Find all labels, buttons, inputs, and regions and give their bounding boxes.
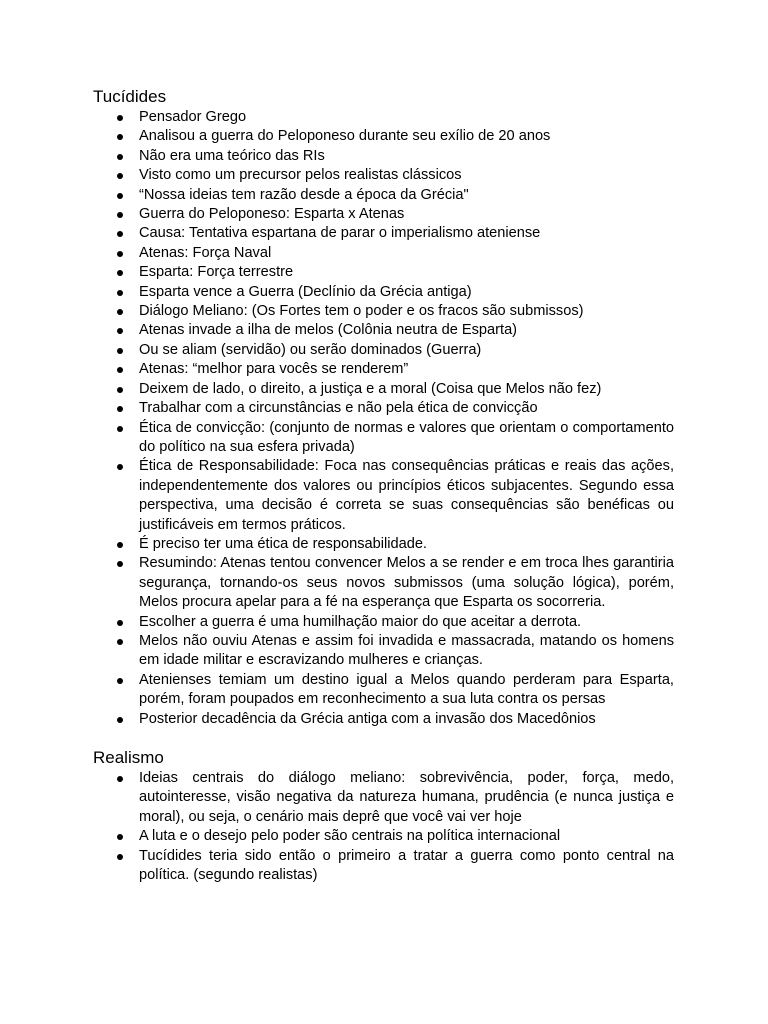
- bullet-dot-icon: [117, 717, 123, 723]
- list-item-text: Trabalhar com a circunstâncias e não pela ética de convicção: [139, 400, 538, 417]
- list-item: [93, 108, 674, 127]
- section-heading: Realismo: [93, 748, 164, 767]
- list-item: [93, 554, 674, 612]
- list-item-text: Diálogo Meliano: (Os Fortes tem o poder e os fracos são submissos): [139, 303, 584, 320]
- list-item: [93, 457, 674, 535]
- list-item: [93, 263, 674, 282]
- list-item-text: Deixem de lado, o direito, a justiça e a moral (Coisa que Melos não fez): [139, 380, 602, 397]
- list-item-text: A luta e o desejo pelo poder são centrais na política internacional: [139, 828, 561, 845]
- list-item-text: Não era uma teórico das RIs: [139, 147, 325, 164]
- list-item-text: Ética de Responsabilidade: Foca nas consequências práticas e reais das ações, independentemente dos valores ou princípios éticos subjacentes. Segundo essa perspectiva, uma decisão é correta se suas consequências são benéficas ou justificáveis em termos práticos.: [139, 458, 674, 533]
- bullet-dot-icon: [117, 348, 123, 354]
- bullet-list: [93, 108, 674, 729]
- list-item-text: Tucídides teria sido então o primeiro a tratar a guerra como ponto central na política. (segundo realistas): [139, 847, 674, 884]
- list-item-text: Analisou a guerra do Peloponeso durante seu exílio de 20 anos: [139, 128, 551, 145]
- bullet-dot-icon: [117, 212, 123, 218]
- bullet-dot-icon: [117, 426, 123, 432]
- list-item: [93, 321, 674, 340]
- bullet-dot-icon: [117, 834, 123, 840]
- bullet-dot-icon: [117, 173, 123, 179]
- list-item: [93, 710, 674, 729]
- bullet-dot-icon: [117, 251, 123, 257]
- bullet-dot-icon: [117, 328, 123, 334]
- list-item-text: Visto como um precursor pelos realistas clássicos: [139, 167, 462, 184]
- section-heading: Tucídides: [93, 87, 167, 106]
- list-item: [93, 847, 674, 886]
- list-item-text: Esparta: Força terrestre: [139, 264, 294, 281]
- bullet-dot-icon: [117, 154, 123, 160]
- list-item-text: Melos não ouviu Atenas e assim foi invadida e massacrada, matando os homens em idade militar e escravizando mulheres e crianças.: [139, 632, 674, 669]
- list-item-text: Escolher a guerra é uma humilhação maior do que aceitar a derrota.: [139, 613, 582, 630]
- list-item-text: Atenas: Força Naval: [139, 244, 272, 261]
- list-item: [93, 399, 674, 418]
- bullet-dot-icon: [117, 134, 123, 140]
- list-item-text: Atenienses temiam um destino igual a Melos quando perderam para Esparta, porém, foram poupados em reconhecimento a sua luta contra os persas: [139, 671, 674, 708]
- list-item: [93, 166, 674, 185]
- bullet-dot-icon: [117, 193, 123, 199]
- list-item-text: Esparta vence a Guerra (Declínio da Grécia antiga): [139, 283, 472, 300]
- bullet-dot-icon: [117, 270, 123, 276]
- bullet-dot-icon: [117, 678, 123, 684]
- list-item-text: Ideias centrais do diálogo meliano: sobrevivência, poder, força, medo, autointeresse, visão negativa da natureza humana, prudência (e nunca justiça e moral), ou seja, o cenário mais deprê que você vai ver hoje: [139, 770, 674, 825]
- list-item: [93, 341, 674, 360]
- bullet-dot-icon: [117, 776, 123, 782]
- list-item-text: “Nossa ideias tem razão desde a época da Grécia": [139, 186, 469, 203]
- list-item-text: É preciso ter uma ética de responsabilidade.: [139, 535, 427, 552]
- bullet-dot-icon: [117, 639, 123, 645]
- section-realismo: [93, 747, 674, 885]
- bullet-dot-icon: [117, 231, 123, 237]
- list-item: [93, 127, 674, 146]
- list-item: [93, 380, 674, 399]
- list-item: [93, 224, 674, 243]
- list-item-text: Ética de convicção: (conjunto de normas e valores que orientam o comportamento do político na sua esfera privada): [139, 419, 674, 455]
- bullet-dot-icon: [117, 542, 123, 548]
- list-item: [93, 244, 674, 263]
- list-item: [93, 613, 674, 632]
- bullet-dot-icon: [117, 387, 123, 393]
- list-item-text: Atenas: “melhor para vocês se renderem”: [139, 361, 409, 378]
- list-item: [93, 302, 674, 321]
- list-item: [93, 769, 674, 827]
- bullet-dot-icon: [117, 290, 123, 296]
- list-item: [93, 632, 674, 671]
- list-item: [93, 535, 674, 554]
- list-item-text: Guerra do Peloponeso: Esparta x Atenas: [139, 206, 405, 223]
- list-item-text: Resumindo: Atenas tentou convencer Melos a se render e em troca lhes garantiria segurança, tornando-os seus novos submissos (uma solução lógica), porém, Melos procura apelar para a fé na esperança que Esparta os socorreria.: [139, 555, 674, 611]
- list-item-text: Pensador Grego: [139, 109, 247, 125]
- list-item: [93, 186, 674, 205]
- bullet-dot-icon: [117, 367, 123, 373]
- list-item-text: Atenas invade a ilha de melos (Colônia neutra de Esparta): [139, 322, 518, 339]
- list-item-text: Ou se aliam (servidão) ou serão dominados (Guerra): [139, 341, 482, 358]
- list-item: [93, 360, 674, 379]
- list-item: [93, 671, 674, 710]
- list-item-text: Posterior decadência da Grécia antiga com a invasão dos Macedônios: [139, 710, 596, 727]
- list-item: [93, 283, 674, 302]
- list-item-text: Causa: Tentativa espartana de parar o imperialismo ateniense: [139, 225, 541, 242]
- list-item: [93, 147, 674, 166]
- list-item: [93, 419, 674, 458]
- bullet-dot-icon: [117, 620, 123, 626]
- list-item: [93, 827, 674, 846]
- bullet-dot-icon: [117, 464, 123, 470]
- bullet-list: [93, 769, 674, 885]
- bullet-dot-icon: [117, 115, 123, 121]
- list-item: [93, 205, 674, 224]
- bullet-dot-icon: [117, 406, 123, 412]
- bullet-dot-icon: [117, 561, 123, 567]
- bullet-dot-icon: [117, 309, 123, 315]
- bullet-dot-icon: [117, 854, 123, 860]
- section-tucidides: [93, 86, 674, 729]
